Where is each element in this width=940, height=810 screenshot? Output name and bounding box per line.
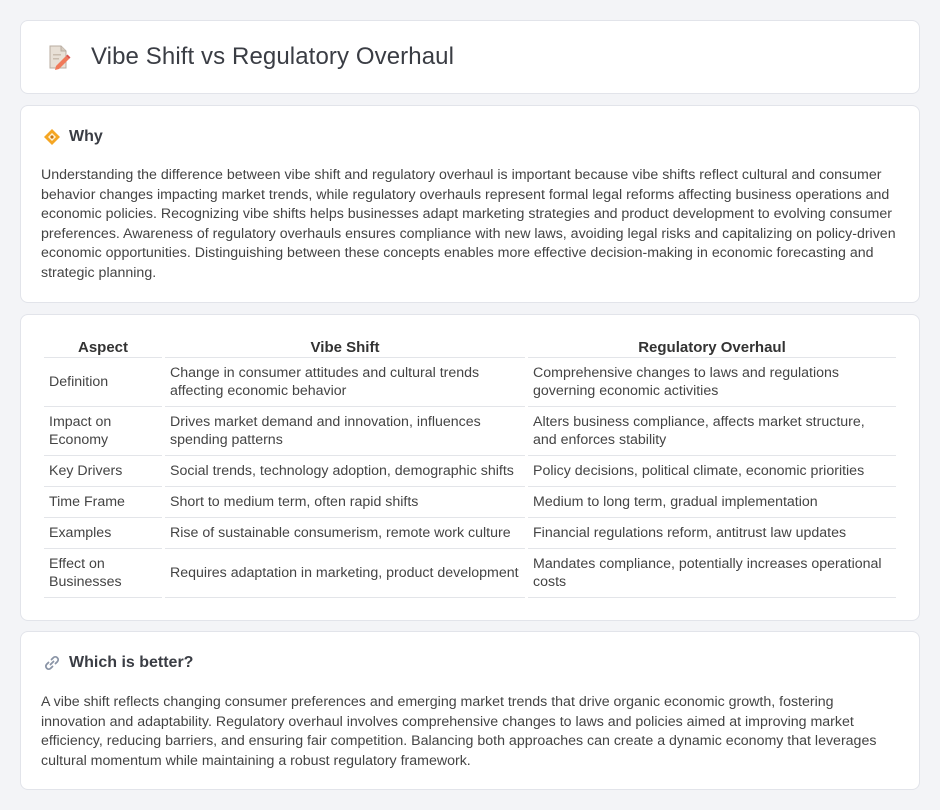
comparison-table-card: [20, 314, 920, 621]
cell-regulatory-overhaul: Mandates compliance, potentially increases operational costs: [528, 549, 896, 598]
table-row: [44, 407, 896, 456]
cell-regulatory-overhaul: Medium to long term, gradual implementation: [528, 487, 896, 518]
why-title: Why: [69, 128, 103, 145]
header-vibe-shift: Vibe Shift: [165, 335, 525, 358]
table-row: [44, 549, 896, 598]
diamond-warning-icon: [43, 128, 61, 146]
cell-vibe-shift: Rise of sustainable consumerism, remote work culture: [165, 518, 525, 549]
cell-vibe-shift: Change in consumer attitudes and cultural trends affecting economic behavior: [165, 358, 525, 407]
cell-aspect: Definition: [44, 358, 162, 407]
header-regulatory-overhaul: Regulatory Overhaul: [528, 335, 896, 358]
cell-vibe-shift: Requires adaptation in marketing, product development: [165, 549, 525, 598]
document-edit-icon: [47, 44, 71, 70]
cell-aspect: Key Drivers: [44, 456, 162, 487]
cell-regulatory-overhaul: Policy decisions, political climate, economic priorities: [528, 456, 896, 487]
which-is-better-section: [20, 631, 920, 790]
why-section: [20, 105, 920, 303]
cell-aspect: Time Frame: [44, 487, 162, 518]
table-header-row: [44, 335, 896, 358]
cell-vibe-shift: Social trends, technology adoption, demographic shifts: [165, 456, 525, 487]
table-row: [44, 518, 896, 549]
cell-regulatory-overhaul: Comprehensive changes to laws and regulations governing economic activities: [528, 358, 896, 407]
cell-aspect: Effect on Businesses: [44, 549, 162, 598]
comparison-table: [41, 335, 899, 598]
table-row: [44, 487, 896, 518]
page-title: Vibe Shift vs Regulatory Overhaul: [91, 43, 455, 70]
cell-aspect: Impact on Economy: [44, 407, 162, 456]
cell-vibe-shift: Drives market demand and innovation, influences spending patterns: [165, 407, 525, 456]
table-row: [44, 358, 896, 407]
cell-vibe-shift: Short to medium term, often rapid shifts: [165, 487, 525, 518]
which-is-better-title: Which is better?: [69, 654, 194, 671]
cell-regulatory-overhaul: Alters business compliance, affects market structure, and enforces stability: [528, 407, 896, 456]
table-row: [44, 456, 896, 487]
link-icon: [43, 654, 61, 672]
cell-aspect: Examples: [44, 518, 162, 549]
why-text: Understanding the difference between vibe shift and regulatory overhaul is important because vibe shifts reflect cultural and consumer behavior changes impacting market trends, while regulatory overhauls represent formal legal reforms affecting business operations and economic policies. Recognizing vibe shifts helps businesses adapt marketing strategies and product development to evolving consumer preferences. Awareness of regulatory overhauls ensures compliance with new laws, avoiding legal risks and capitalizing on policy-driven economic opportunities. Distinguishing between these concepts enables more effective decision-making in economic forecasting and strategic planning.: [41, 167, 896, 281]
which-is-better-text: A vibe shift reflects changing consumer preferences and emerging market trends that drive organic economic growth, fostering innovation and adaptability. Regulatory overhaul involves comprehensive changes to laws and policies aimed at improving market efficiency, reducing barriers, and ensuring fair competition. Balancing both approaches can create a dynamic economy that leverages cultural momentum while maintaining a robust regulatory framework.: [41, 694, 877, 769]
header-card: [20, 20, 920, 94]
header-aspect: Aspect: [44, 335, 162, 358]
cell-regulatory-overhaul: Financial regulations reform, antitrust law updates: [528, 518, 896, 549]
